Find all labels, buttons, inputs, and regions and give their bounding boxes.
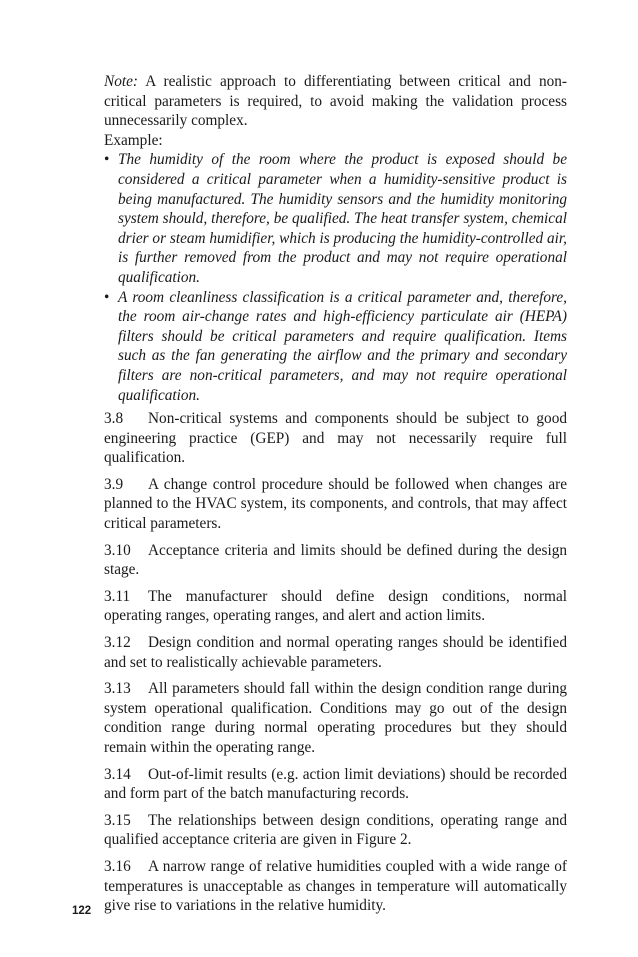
example-bullet-list	[104, 150, 567, 405]
section-3-10	[104, 541, 567, 580]
section-number: 3.10	[104, 541, 131, 559]
page-number: 122	[72, 905, 92, 917]
section-text: Acceptance criteria and limits should be defined during the design stage.	[104, 541, 567, 579]
note-paragraph	[104, 72, 567, 131]
section-3-8	[104, 409, 567, 468]
bullet-item	[104, 288, 567, 406]
bullet-icon: •	[104, 151, 110, 169]
section-number: 3.12	[104, 634, 131, 652]
section-text: A narrow range of relative humidities coupled with a wide range of temperatures is unacceptable as changes in temperature will automatically give rise to variations in the relative humidity.	[104, 857, 567, 915]
note-text: A realistic approach to differentiating between critical and non-critical parameters is required, to avoid making the validation process unnecessarily complex.	[104, 73, 567, 130]
section-text: The relationships between design conditions, operating range and qualified acceptance criteria are given in Figure 2.	[104, 811, 567, 849]
section-3-13	[104, 679, 567, 757]
section-text: Non-critical systems and components should be subject to good engineering practice (GEP) and may not necessarily require full qualification.	[104, 410, 567, 467]
section-text: Design condition and normal operating ranges should be identified and set to realistically achievable parameters.	[104, 634, 567, 671]
bullet-text: A room cleanliness classification is a critical parameter and, therefore, the room air-change rates and high-efficiency particulate air (HEPA) filters should be critical parameters and require qualification. Items such as the fan generating the airflow and the primary and secondary filters are non-critical parameters, and may not require operational qualification.	[118, 288, 567, 404]
bullet-text: The humidity of the room where the product is exposed should be considered a critical parameter when a humidity-sensitive product is being manufactured. The humidity sensors and the humidity monitoring system should, therefore, be qualified. The heat transfer system, chemical drier or steam humidifier, which is producing the humidity-controlled air, is further removed from the product and may not require operational qualification.	[118, 151, 567, 286]
section-text: A change control procedure should be followed when changes are planned to the HVAC system, its components, and controls, that may affect critical parameters.	[104, 475, 567, 533]
section-text: Out-of-limit results (e.g. action limit deviations) should be recorded and form part of the batch manufacturing records.	[104, 765, 567, 803]
section-text: All parameters should fall within the design condition range during system operational qualification. Conditions may go out of the design condition range during normal operating procedures but they should remain within the operating range.	[104, 680, 567, 756]
section-3-9	[104, 475, 567, 534]
bullet-item	[104, 150, 567, 287]
section-3-14	[104, 765, 567, 804]
section-3-16	[104, 857, 567, 916]
page-body	[104, 72, 567, 916]
section-number: 3.8	[104, 410, 124, 428]
section-text: The manufacturer should define design conditions, normal operating ranges, operating ranges, and alert and action limits.	[104, 587, 567, 625]
example-label: Example:	[104, 131, 163, 149]
section-number: 3.13	[104, 680, 131, 698]
section-3-11	[104, 587, 567, 626]
section-number: 3.14	[104, 765, 131, 783]
section-number: 3.15	[104, 811, 131, 829]
bullet-icon: •	[104, 288, 110, 306]
section-number: 3.9	[104, 475, 124, 493]
note-label: Note:	[104, 73, 138, 90]
section-number: 3.11	[104, 587, 131, 605]
section-3-15	[104, 811, 567, 850]
section-number: 3.16	[104, 857, 131, 875]
section-3-12	[104, 633, 567, 672]
